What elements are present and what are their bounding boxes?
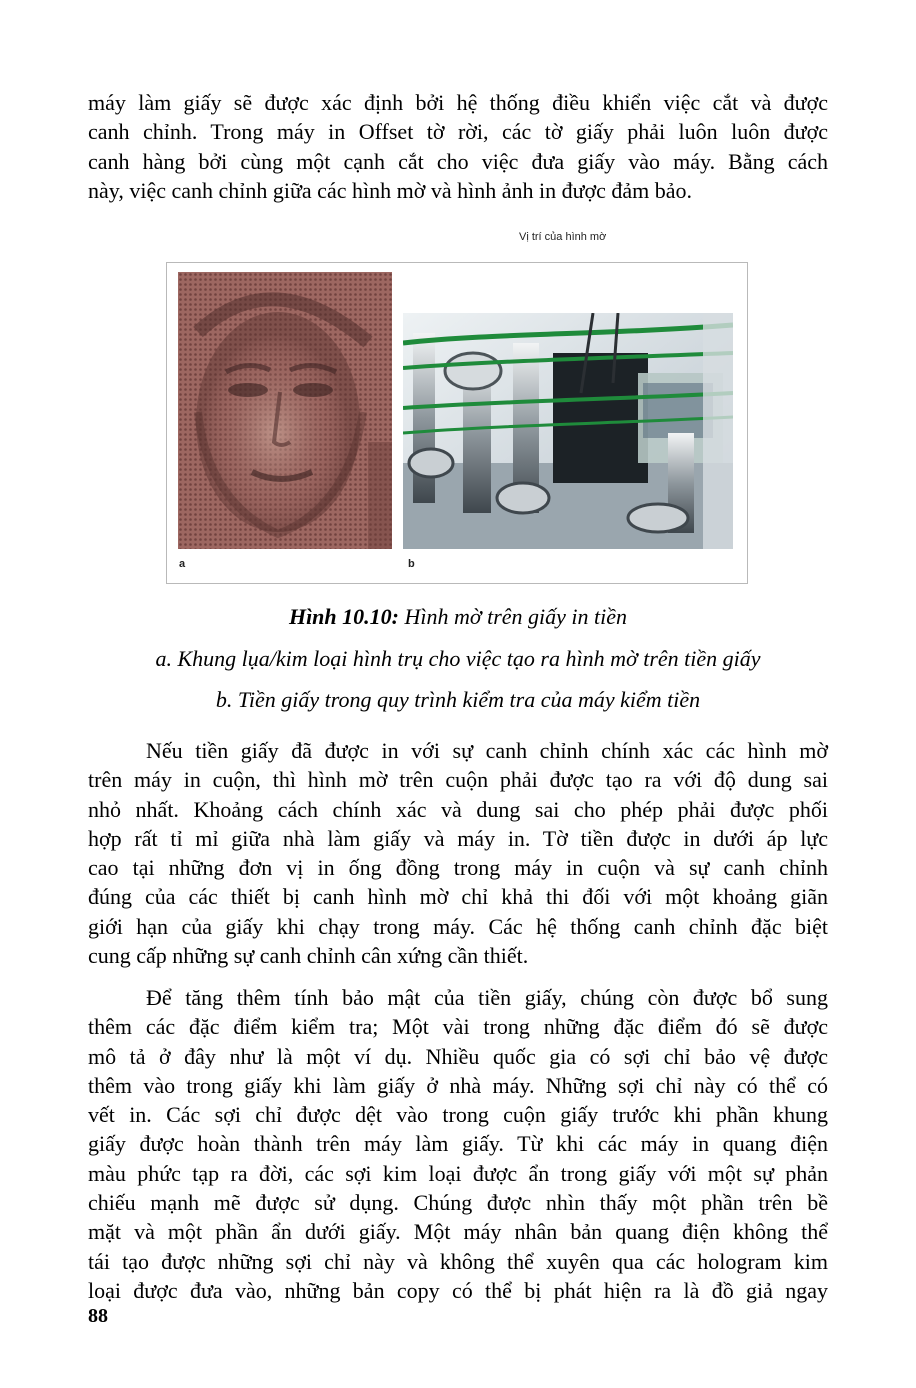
text-line: cao tại những đơn vị in ống đồng trong máy in cuộn và sự canh chỉnh: [88, 855, 828, 881]
text-line: canh hàng bởi cùng một cạnh cắt cho việc đưa giấy vào máy. Bằng cách: [88, 148, 828, 174]
text-line: trên máy in cuộn, thì hình mờ trên cuộn phải được tạo ra với độ dung sai: [88, 767, 828, 793]
text-line: này, việc canh chỉnh giữa các hình mờ và hình ảnh in được đảm bảo.: [88, 177, 693, 203]
paragraph-security-features: [88, 983, 828, 1305]
paragraph-continuation: [88, 88, 828, 205]
figure-frame: [166, 262, 748, 584]
figure-number: Hình 10.10:: [288, 604, 399, 629]
text-line: loại được đưa vào, những bản copy có thể bị phát hiện ra là đồ giả ngay: [88, 1277, 828, 1303]
figure-title: Hình mờ trên giấy in tiền: [398, 604, 628, 629]
watermark-portrait-image: [178, 272, 392, 549]
text-line: giấy được hoàn thành trên máy làm giấy. Từ khi các máy in quang điện: [88, 1131, 828, 1157]
paragraph-registration: [88, 736, 828, 970]
text-line: máy làm giấy sẽ được xác định bởi hệ thống điều khiển việc cắt và được: [88, 90, 828, 115]
text-line: thêm vào trong giấy khi làm giấy ở nhà máy. Những sợi chỉ này có thể có: [88, 1072, 828, 1098]
text-line: hợp rất tỉ mỉ giữa nhà làm giấy và máy in. Tờ tiền được in dưới áp lực: [88, 825, 828, 851]
text-line: thêm các đặc điểm kiểm tra; Một vài trong những đặc điểm đó sẽ được: [88, 1014, 828, 1040]
banknote-machine-image: [403, 313, 733, 549]
text-line: đúng của các thiết bị canh hình mờ chỉ khả thi đối với một khoảng giãn: [88, 884, 828, 910]
text-line: canh chỉnh. Trong máy in Offset tờ rời, các tờ giấy phải luôn luôn được: [88, 119, 828, 145]
text-line: tái tạo được những sợi chỉ này và không thể xuyên qua các hologram kim: [88, 1248, 828, 1274]
text-line: Để tăng thêm tính bảo mật của tiền giấy, chúng còn được bổ sung: [146, 985, 828, 1010]
panel-b-label: b: [408, 558, 415, 570]
text-line: vết in. Các sợi chỉ được dệt vào trong cuộn giấy trước khi phần khung: [88, 1102, 828, 1128]
text-line: mặt và một phần ẩn dưới giấy. Một máy nhân bản quang điện không thể: [88, 1219, 828, 1245]
page-number: 88: [88, 1305, 108, 1327]
caption-a: a. Khung lụa/kim loại hình trụ cho việc tạo ra hình mờ trên tiền giấy: [155, 646, 761, 671]
panel-a-label: a: [179, 558, 186, 570]
text-line: nhỏ nhất. Khoảng cách chính xác và dung sai cho phép phải được phối: [88, 796, 828, 822]
caption-b: b. Tiền giấy trong quy trình kiểm tra của máy kiểm tiền: [215, 687, 701, 712]
figure-annotation: Vị trí của hình mờ: [519, 231, 607, 243]
figure-caption: [0, 604, 916, 630]
text-line: cung cấp những sự canh chỉnh cân xứng cần thiết.: [88, 943, 529, 969]
text-line: giới hạn của giấy khi chạy trong máy. Các hệ thống canh chỉnh đặc biệt: [88, 913, 828, 939]
text-line: màu phức tạp ra đời, các sợi kim loại được ẩn trong giấy với một sự phản: [88, 1160, 828, 1186]
text-line: Nếu tiền giấy đã được in với sự canh chỉnh chính xác các hình mờ: [146, 738, 828, 763]
text-line: mô tả ở đây như là một ví dụ. Nhiều quốc gia có sợi chỉ bảo vệ được: [88, 1043, 828, 1069]
text-line: chiếu mạnh mẽ được sử dụng. Chúng được nhìn thấy một phần trên bề: [88, 1190, 828, 1216]
